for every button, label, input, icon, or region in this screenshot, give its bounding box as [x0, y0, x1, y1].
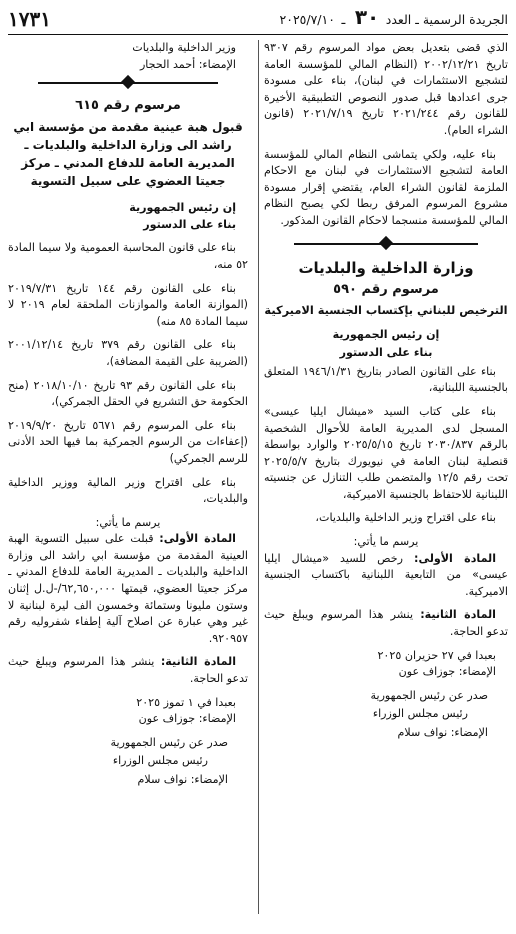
- decree-number: مرسوم رقم ٦١٥: [75, 98, 181, 114]
- article-1-text: قبلت على سبيل التسوية الهبة العينية المقدمة من مؤسسة ابي راشد الى وزارة الداخلية والبلديات ـ المديرية العامة للدفاع المدني ـ مركز جعيتا العضوي، قيمتها ٦٢,٦٥٠,٠٠٠/-ل.ل إثنان وستون مليونا وستمائة وخمسون الف ليرة لبنانية لا غير وهي عبارة عن اصلاح آلية إطفاء شفروليه رقم ٩٢٠٩٥٧.: [8, 532, 248, 645]
- basis-item: بناء على القانون رقم ٣٧٩ تاريخ ٢٠٠١/١٢/١٤ (الضريبة على القيمة المضافة)،: [8, 338, 248, 368]
- right-column: [264, 40, 508, 928]
- header-separator: ـ: [341, 12, 346, 28]
- article-1-text: رخص للسيد «ميشال ايليا عيسى» من التابعية اللبنانية باكتساب الجنسية الاميركية.: [264, 551, 508, 598]
- second-paragraph: بناء عليه، ولكي يتماشى النظام المالي للمؤسسة العامة لتشجيع الاستثمارات في لبنان مع الاحكام الملزمة لقانون الشراء العام، يقتضي إقرار مسودة مشروع المرسوم المرفق ربطا لكي يصبح النظام المالي للمؤسسة منسجما لاحكام القانون المذكور.: [264, 147, 508, 227]
- decree-subject: قبول هبة عينية مقدمة من مؤسسة ابي راشد الى وزارة الداخلية والبلديات ـ المديرية العامة للدفاع المدني ـ مركز جعيتا العضوي على سبيل التسوية: [13, 120, 243, 189]
- column-divider: [258, 40, 259, 914]
- decrees-line: يرسم ما يأتي:: [353, 535, 419, 549]
- president-line: إن رئيس الجمهورية: [332, 327, 440, 341]
- intro-paragraph: الذي قضى بتعديل بعض مواد المرسوم رقم ٩٣٠٧ تاريخ ٢٠٠٢/١٢/٢١ (النظام المالي للمؤسسة العامة لتشجيع الاستثمارات في لبنان)، بناء على مسودة جرى اعدادها قبل صدور النصوص التطبيقية الأخيرة للقانون رقم ٢٠٢١/٢٤٤ تاريخ ٢٠٢١/٧/١٩ (قانون الشراء العام).: [264, 41, 508, 137]
- minister-title: وزير الداخلية والبلديات: [132, 41, 236, 54]
- basis-item: بناء على القانون رقم ١٤٤ تاريخ ٢٠١٩/٧/٣١ (الموازنة العامة والموازنات الملحقة لعام ٢٠١٩ لا سيما المادة ٨٥ منه): [8, 281, 248, 328]
- pm-signature: الإمضاء: نواف سلام: [397, 726, 488, 739]
- article-2-label: المادة الثانية:: [160, 655, 237, 669]
- date-line: بعبدا في ١ تموز ٢٠٢٥: [136, 695, 236, 709]
- article-2-label: المادة الثانية:: [420, 608, 496, 622]
- signature: الإمضاء: جوزاف عون: [398, 665, 496, 679]
- article-2: [264, 607, 508, 640]
- president-line: إن رئيس الجمهورية: [129, 201, 236, 215]
- section-divider: [8, 76, 248, 90]
- basis-item: بناء على القانون رقم ٩٣ تاريخ ٢٠١٨/١٠/١٠ (منح الحكومة حق التشريع في الحقل الجمركي)،: [8, 378, 248, 409]
- article-2-text: ينشر هذا المرسوم ويبلغ حيث تدعو الحاجة.: [8, 655, 248, 686]
- basis-item: بناء على اقتراح وزير الداخلية والبلديات،: [315, 511, 496, 525]
- decree-number: مرسوم رقم ٥٩٠: [333, 281, 439, 297]
- issued-by: صدر عن رئيس الجمهورية: [110, 735, 228, 749]
- article-1-label: المادة الأولى:: [159, 532, 236, 546]
- constitution-line: بناء على الدستور: [143, 217, 236, 231]
- signature: الإمضاء: جوزاف عون: [138, 712, 236, 726]
- basis-item: بناء على قانون المحاسبة العمومية ولا سيما المادة ٥٢ منه،: [8, 241, 248, 271]
- date-line: بعبدا في ٢٧ حزيران ٢٠٢٥: [377, 648, 496, 662]
- section-divider: [264, 237, 508, 251]
- ministry-title: وزارة الداخلية والبلديات: [298, 258, 474, 277]
- article-1: [8, 531, 248, 647]
- article-2-text: ينشر هذا المرسوم ويبلغ حيث تدعو الحاجة.: [264, 608, 508, 639]
- basis-item: بناء على كتاب السيد «ميشال ايليا عيسى» المسجل لدى المديرية العامة للأحوال الشخصية بالرقم ٢٠٣٠/٨٣٧ تاريخ ٢٠٢٥/٥/١٥ والوارد بواسطة قنصلية لبنان العامة في نيويورك بتاريخ ٢٠٢٥/٥/٧ تحت رقم ١٢/٥ والمتضمن طلب التنازل عن جنسيته اللبنانية للاحتفاظ بالجنسية الاميركية،: [264, 404, 508, 501]
- divider-diamond-icon: [121, 75, 135, 89]
- issue-date: ٢٠٢٥/٧/١٠: [279, 11, 335, 27]
- basis-item: بناء على اقتراح وزير المالية ووزير الداخلية والبلديات،: [8, 475, 248, 506]
- pm-signature: الإمضاء: نواف سلام: [137, 773, 228, 786]
- basis-item: بناء على المرسوم رقم ٥٦٧١ تاريخ ٢٠١٩/٩/٢٠ (إعفاءات من الرسوم الجمركية بما فيها الحد الأدنى للرسم الجمركي): [8, 418, 248, 465]
- pm-title: رئيس مجلس الوزراء: [372, 707, 468, 721]
- decree-subject: الترخيص للبناني بإكتساب الجنسية الاميركية: [264, 302, 508, 317]
- decrees-line: يرسم ما يأتي:: [95, 515, 161, 529]
- minister-signature: الإمضاء: أحمد الحجار: [139, 57, 236, 71]
- article-1-label: المادة الأولى:: [414, 551, 496, 565]
- article-1: [264, 551, 508, 601]
- pm-title: رئيس مجلس الوزراء: [112, 754, 208, 768]
- basis-item: بناء على القانون الصادر بتاريخ ١٩٤٦/١/٣١ المتعلق بالجنسية اللبنانية،: [264, 364, 508, 395]
- page-header: [8, 4, 508, 35]
- article-2: [8, 654, 248, 687]
- issue-number: ٣٠: [354, 4, 380, 29]
- issued-by: صدر عن رئيس الجمهورية: [370, 688, 488, 702]
- divider-diamond-icon: [379, 235, 393, 249]
- left-column: [8, 40, 248, 928]
- gazette-title-group: [279, 4, 508, 30]
- gazette-title: الجريدة الرسمية ـ العدد: [385, 11, 508, 27]
- page-number: ١٧٣١: [8, 6, 51, 31]
- constitution-line: بناء على الدستور: [339, 346, 433, 360]
